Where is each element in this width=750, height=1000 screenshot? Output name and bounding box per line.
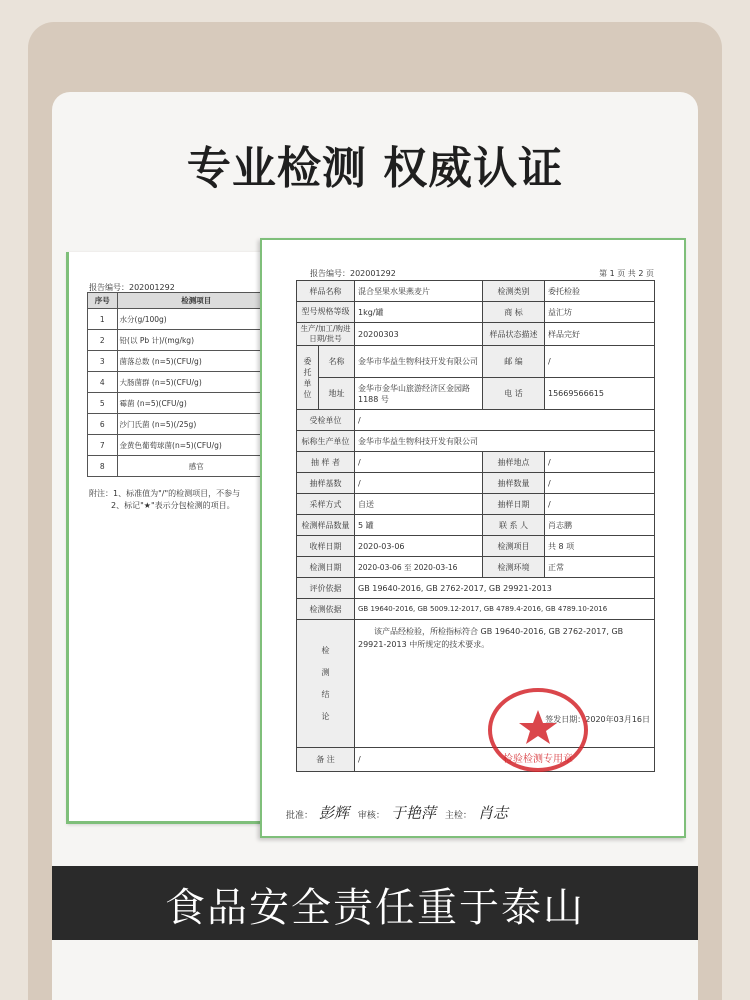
- label-cell: 检测依据: [297, 599, 355, 620]
- conclusion-char: 结: [321, 689, 330, 699]
- table-row: [297, 494, 655, 515]
- table-row: [297, 323, 655, 346]
- conclusion-char: 论: [321, 711, 330, 721]
- table-row: [297, 620, 655, 748]
- value-cell: 2020-03-06 至 2020-03-16: [355, 557, 483, 578]
- label-cell: 委托单位: [297, 346, 319, 410]
- cell: 4: [88, 372, 118, 393]
- label-cell: 检测样品数量: [297, 515, 355, 536]
- table-row: [297, 748, 655, 772]
- label-cell: 采样方式: [297, 494, 355, 515]
- seal-text: 检验检测专用章: [503, 754, 573, 765]
- table-row: [297, 410, 655, 431]
- label-cell: 生产/加工/购进日期/批号: [297, 323, 355, 346]
- cell: 2: [88, 330, 118, 351]
- value-cell: 2020-03-06: [355, 536, 483, 557]
- value-cell: 共 8 项: [545, 536, 655, 557]
- label-cell: 商 标: [483, 302, 545, 323]
- value-cell: 肖志鹏: [545, 515, 655, 536]
- page-indicator: 第 1 页 共 2 页: [599, 269, 654, 278]
- table-row: [297, 302, 655, 323]
- label-cell: 样品名称: [297, 281, 355, 302]
- table-row: [297, 473, 655, 494]
- label-cell: 邮 编: [483, 346, 545, 378]
- signature-row: [286, 802, 508, 823]
- cell: 铅(以 Pb 计)/(mg/kg): [117, 330, 275, 351]
- value-cell: /: [545, 346, 655, 378]
- table-row: [297, 515, 655, 536]
- table-row: [297, 281, 655, 302]
- table-row: [297, 599, 655, 620]
- cell: 8: [88, 456, 118, 477]
- note-line: 附注：1、标准值为"/"的检测项目，不参与: [89, 489, 241, 498]
- chief-signature: 肖志: [477, 804, 508, 822]
- conclusion-label: [297, 620, 355, 748]
- page-headline: 专业检测 权威认证: [186, 143, 564, 194]
- cell: 大肠菌群 (n=5)(CFU/g): [117, 372, 275, 393]
- value-cell: 混合坚果水果燕麦片: [355, 281, 483, 302]
- label-cell: 抽样日期: [483, 494, 545, 515]
- label-cell: 受检单位: [297, 410, 355, 431]
- label-cell: 检测环境: [483, 557, 545, 578]
- label-cell: 评价依据: [297, 578, 355, 599]
- cell: 金黄色葡萄球菌(n=5)(CFU/g): [117, 435, 275, 456]
- label-cell: 检测日期: [297, 557, 355, 578]
- label-cell: 标称生产单位: [297, 431, 355, 452]
- col-header: 序号: [88, 293, 118, 309]
- label-cell: 抽样基数: [297, 473, 355, 494]
- value-cell: /: [355, 473, 483, 494]
- label-cell: 抽 样 者: [297, 452, 355, 473]
- value-cell: 20200303: [355, 323, 483, 346]
- table-row: [297, 378, 655, 410]
- sign-date: 签发日期：2020年03月16日: [545, 715, 650, 724]
- table-row: [297, 346, 655, 378]
- value-cell: 15669566615: [545, 378, 655, 410]
- label-cell: 型号规格等级: [297, 302, 355, 323]
- approve-signature: 彭辉: [319, 804, 350, 822]
- value-cell: /: [545, 473, 655, 494]
- table-row: [297, 557, 655, 578]
- back-notes: [89, 488, 240, 512]
- value-cell: 样品完好: [545, 323, 655, 346]
- front-report-number: 报告编号：202001292: [310, 269, 396, 278]
- value-cell: GB 19640-2016, GB 2762-2017, GB 29921-2013: [355, 578, 655, 599]
- value-cell: 益汇坊: [545, 302, 655, 323]
- cell: 菌落总数 (n=5)(CFU/g): [117, 351, 275, 372]
- front-report-sheet: [260, 238, 686, 838]
- value-cell: /: [355, 410, 655, 431]
- value-cell: 自送: [355, 494, 483, 515]
- value-cell: /: [545, 494, 655, 515]
- cell: 感官: [117, 456, 275, 477]
- label-cell: 收样日期: [297, 536, 355, 557]
- official-seal-stamp: [486, 686, 590, 774]
- label-cell: 样品状态描述: [483, 323, 545, 346]
- label-cell: 检测类别: [483, 281, 545, 302]
- cell: 水分(g/100g): [117, 309, 275, 330]
- table-row: [297, 578, 655, 599]
- footer-slogan: 食品安全责任重于泰山: [165, 885, 585, 931]
- label-cell: 名称: [319, 346, 355, 378]
- conclusion-text: 该产品经检验，所检指标符合 GB 19640-2016, GB 2762-2017, GB 29921-2013 中所规定的技术要求。: [358, 627, 624, 649]
- value-cell: 金华市华益生物科技开发有限公司: [355, 346, 483, 378]
- label-cell: 备 注: [297, 748, 355, 772]
- value-cell: 正常: [545, 557, 655, 578]
- label-cell: 检测项目: [483, 536, 545, 557]
- cell: 霉菌 (n=5)(CFU/g): [117, 393, 275, 414]
- chief-label: 主检：: [444, 811, 472, 821]
- table-row: [297, 452, 655, 473]
- value-cell: /: [355, 452, 483, 473]
- label-cell: 抽样地点: [483, 452, 545, 473]
- review-signature: 于艳萍: [390, 804, 436, 822]
- cell: 1: [88, 309, 118, 330]
- cell: 5: [88, 393, 118, 414]
- review-label: 审核：: [357, 811, 385, 821]
- value-cell: 1kg/罐: [355, 302, 483, 323]
- value-cell: /: [545, 452, 655, 473]
- value-cell: 金华市华益生物科技开发有限公司: [355, 431, 655, 452]
- label-cell: 抽样数量: [483, 473, 545, 494]
- front-info-table: [296, 280, 655, 772]
- value-cell: 金华市金华山旅游经济区金园路 1188 号: [355, 378, 483, 410]
- back-report-number: 报告编号：202001292: [89, 283, 175, 292]
- cell: 沙门氏菌 (n=5)(/25g): [117, 414, 275, 435]
- label-cell: 电 话: [483, 378, 545, 410]
- table-row: [297, 431, 655, 452]
- table-row: [297, 536, 655, 557]
- col-header: 检测项目: [117, 293, 275, 309]
- cell: 3: [88, 351, 118, 372]
- value-cell: /: [355, 748, 655, 772]
- value-cell: GB 19640-2016, GB 5009.12-2017, GB 4789.4-2016, GB 4789.10-2016: [355, 599, 655, 620]
- cell: 6: [88, 414, 118, 435]
- conclusion-char: 检: [321, 645, 330, 655]
- footer-banner: [52, 866, 698, 940]
- note-line: 2、标记"★"表示分包检测的项目。: [111, 501, 235, 510]
- label-cell: 联 系 人: [483, 515, 545, 536]
- cell: 7: [88, 435, 118, 456]
- conclusion-char: 测: [321, 667, 330, 677]
- value-cell: 委托检验: [545, 281, 655, 302]
- value-cell: 5 罐: [355, 515, 483, 536]
- label-cell: 地址: [319, 378, 355, 410]
- approve-label: 批准：: [286, 811, 314, 821]
